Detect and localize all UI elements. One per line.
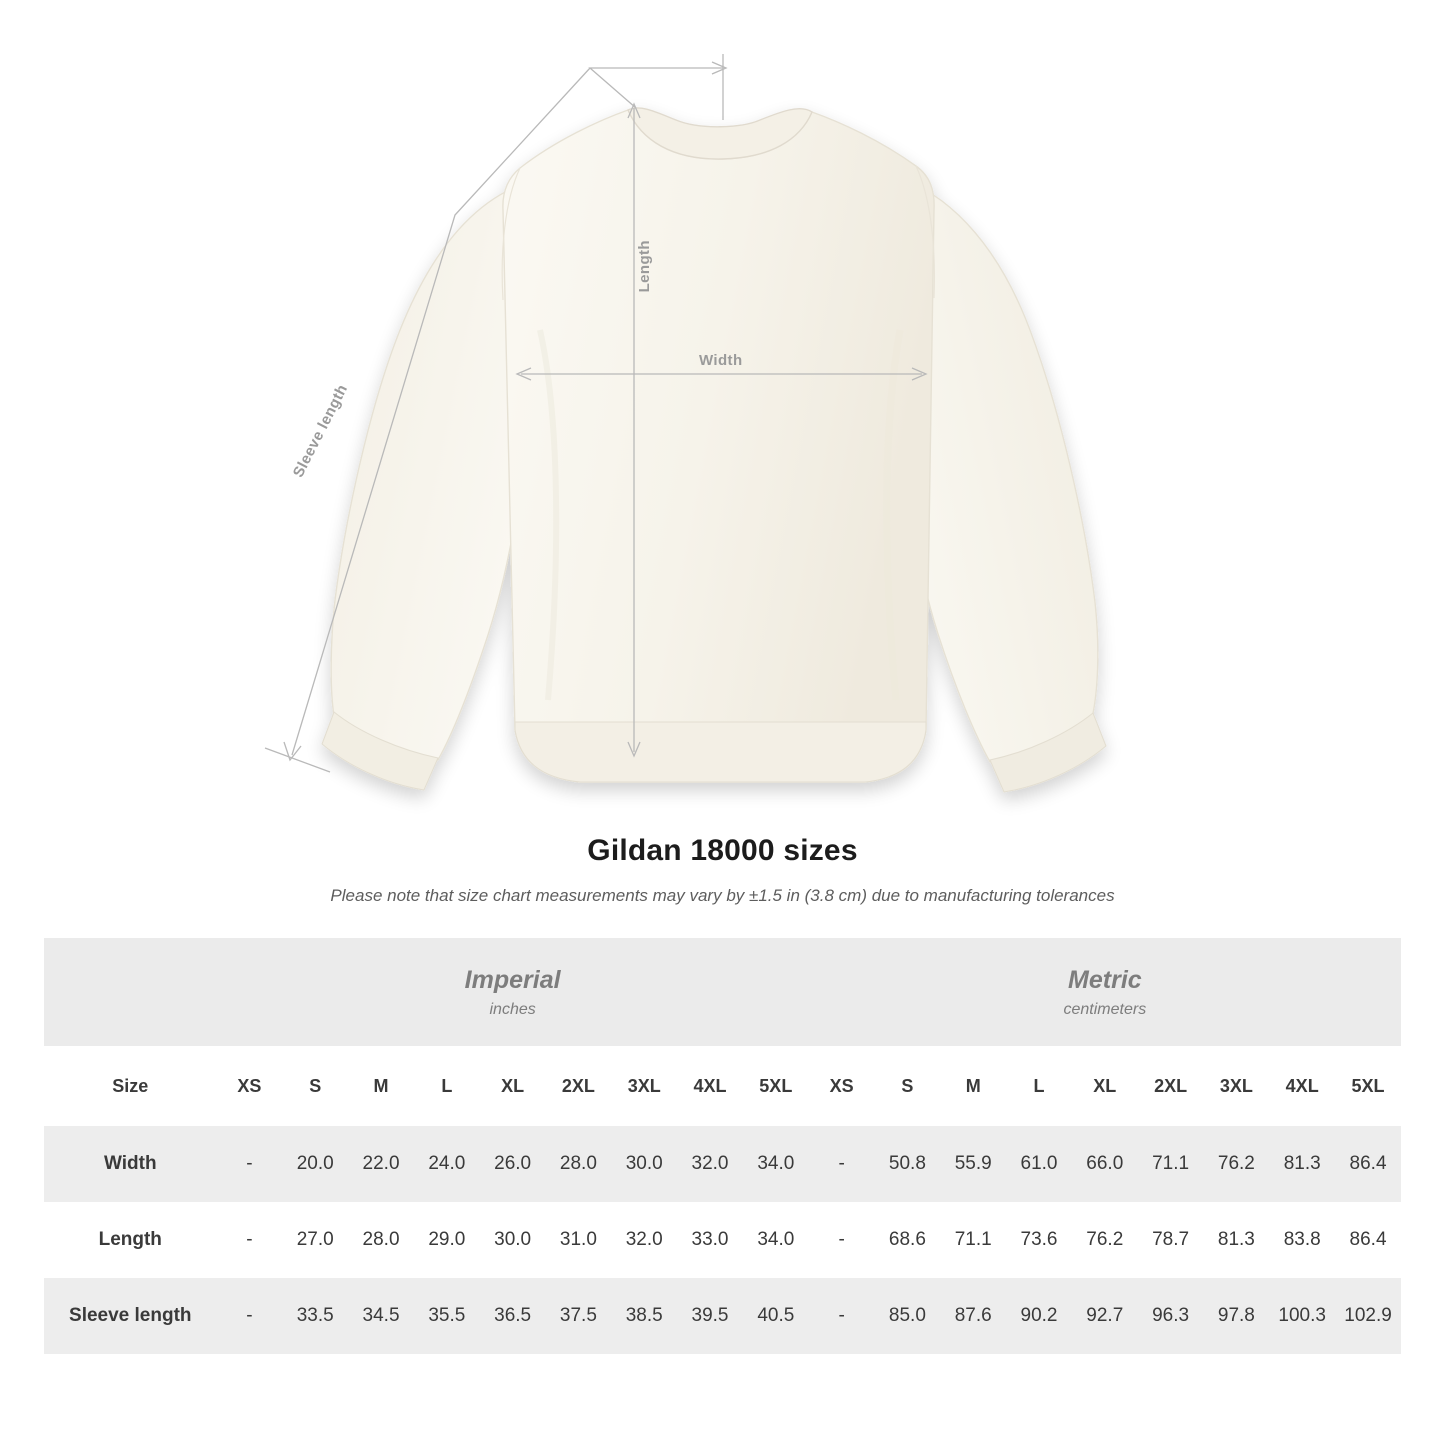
table-row [44, 1278, 1401, 1354]
cell-width-i-l: 24.0 [414, 1126, 480, 1202]
cell-width-m-4xl: 81.3 [1269, 1126, 1335, 1202]
cell-sleeve-m-5xl: 102.9 [1335, 1278, 1401, 1354]
label-sleeve-length: Sleeve length [289, 381, 352, 481]
cell-length-m-m: 71.1 [940, 1202, 1006, 1278]
cell-length-m-3xl: 81.3 [1203, 1202, 1269, 1278]
cell-width-i-2xl: 28.0 [546, 1126, 612, 1202]
header-size-m-2xl: 2XL [1138, 1046, 1204, 1126]
cell-length-i-xl: 30.0 [480, 1202, 546, 1278]
cell-length-i-m: 28.0 [348, 1202, 414, 1278]
header-size-i-m: M [348, 1046, 414, 1126]
cell-width-m-3xl: 76.2 [1203, 1126, 1269, 1202]
page-title: Gildan 18000 sizes [587, 834, 858, 867]
cell-length-i-3xl: 32.0 [611, 1202, 677, 1278]
cell-length-i-l: 29.0 [414, 1202, 480, 1278]
cell-width-i-xl: 26.0 [480, 1126, 546, 1202]
header-size-i-xs: XS [217, 1046, 283, 1126]
row-label-width: Width [44, 1126, 217, 1202]
unit-header-imperial [217, 938, 809, 1046]
header-size-i-l: L [414, 1046, 480, 1126]
cell-length-m-xs: - [809, 1202, 875, 1278]
label-length: Length [636, 240, 653, 293]
header-size-m-3xl: 3XL [1203, 1046, 1269, 1126]
cell-sleeve-m-m: 87.6 [940, 1278, 1006, 1354]
cell-sleeve-i-s: 33.5 [282, 1278, 348, 1354]
unit-sub-imperial: inches [489, 1000, 536, 1018]
cell-length-i-5xl: 34.0 [743, 1202, 809, 1278]
cell-width-i-3xl: 30.0 [611, 1126, 677, 1202]
tolerance-note: Please note that size chart measurements may vary by ±1.5 in (3.8 cm) due to manufacturing tolerances [330, 886, 1115, 905]
cell-length-i-4xl: 33.0 [677, 1202, 743, 1278]
cell-sleeve-i-4xl: 39.5 [677, 1278, 743, 1354]
cell-sleeve-m-3xl: 97.8 [1203, 1278, 1269, 1354]
cell-sleeve-i-xs: - [217, 1278, 283, 1354]
cell-length-m-5xl: 86.4 [1335, 1202, 1401, 1278]
table-row [44, 1202, 1401, 1278]
label-width: Width [699, 352, 743, 369]
size-table [44, 938, 1401, 1354]
cell-width-m-m: 55.9 [940, 1126, 1006, 1202]
cell-width-i-5xl: 34.0 [743, 1126, 809, 1202]
unit-header-row [44, 938, 1401, 1046]
header-size-i-xl: XL [480, 1046, 546, 1126]
cell-sleeve-i-l: 35.5 [414, 1278, 480, 1354]
cell-width-i-xs: - [217, 1126, 283, 1202]
cell-sleeve-m-s: 85.0 [875, 1278, 941, 1354]
row-label-sleeve-length: Sleeve length [44, 1278, 217, 1354]
header-size-m-5xl: 5XL [1335, 1046, 1401, 1126]
header-size-i-4xl: 4XL [677, 1046, 743, 1126]
cell-sleeve-i-xl: 36.5 [480, 1278, 546, 1354]
header-size-m-s: S [875, 1046, 941, 1126]
cell-width-m-5xl: 86.4 [1335, 1126, 1401, 1202]
garment-shape [322, 108, 1106, 792]
cell-sleeve-m-xl: 92.7 [1072, 1278, 1138, 1354]
cell-sleeve-i-m: 34.5 [348, 1278, 414, 1354]
cell-sleeve-m-xs: - [809, 1278, 875, 1354]
unit-sub-metric: centimeters [1063, 1000, 1147, 1018]
header-size-i-5xl: 5XL [743, 1046, 809, 1126]
cell-length-i-2xl: 31.0 [546, 1202, 612, 1278]
header-size-i-s: S [282, 1046, 348, 1126]
title-block [0, 834, 1445, 906]
cell-length-m-s: 68.6 [875, 1202, 941, 1278]
cell-sleeve-i-2xl: 37.5 [546, 1278, 612, 1354]
header-size-m-m: M [940, 1046, 1006, 1126]
cell-width-i-s: 20.0 [282, 1126, 348, 1202]
cell-sleeve-i-3xl: 38.5 [611, 1278, 677, 1354]
cell-length-m-l: 73.6 [1006, 1202, 1072, 1278]
cell-sleeve-m-2xl: 96.3 [1138, 1278, 1204, 1354]
cell-length-m-xl: 76.2 [1072, 1202, 1138, 1278]
cell-width-m-s: 50.8 [875, 1126, 941, 1202]
table-row [44, 1126, 1401, 1202]
header-size-i-3xl: 3XL [611, 1046, 677, 1126]
cell-length-m-2xl: 78.7 [1138, 1202, 1204, 1278]
cell-width-i-m: 22.0 [348, 1126, 414, 1202]
size-header-row [44, 1046, 1401, 1126]
cell-width-m-xs: - [809, 1126, 875, 1202]
row-label-length: Length [44, 1202, 217, 1278]
header-size: Size [44, 1046, 217, 1126]
header-size-m-xs: XS [809, 1046, 875, 1126]
header-size-m-xl: XL [1072, 1046, 1138, 1126]
cell-sleeve-m-4xl: 100.3 [1269, 1278, 1335, 1354]
cell-length-i-xs: - [217, 1202, 283, 1278]
header-size-i-2xl: 2XL [546, 1046, 612, 1126]
size-table-wrap [44, 938, 1401, 1354]
cell-width-m-2xl: 71.1 [1138, 1126, 1204, 1202]
cell-width-m-l: 61.0 [1006, 1126, 1072, 1202]
unit-name-metric: Metric [1068, 965, 1142, 994]
cell-length-m-4xl: 83.8 [1269, 1202, 1335, 1278]
header-size-m-l: L [1006, 1046, 1072, 1126]
cell-sleeve-i-5xl: 40.5 [743, 1278, 809, 1354]
cell-width-m-xl: 66.0 [1072, 1126, 1138, 1202]
unit-header-spacer [44, 938, 217, 1046]
header-size-m-4xl: 4XL [1269, 1046, 1335, 1126]
cell-sleeve-m-l: 90.2 [1006, 1278, 1072, 1354]
unit-name-imperial: Imperial [464, 965, 561, 994]
cell-width-i-4xl: 32.0 [677, 1126, 743, 1202]
cell-length-i-s: 27.0 [282, 1202, 348, 1278]
unit-header-metric [809, 938, 1401, 1046]
